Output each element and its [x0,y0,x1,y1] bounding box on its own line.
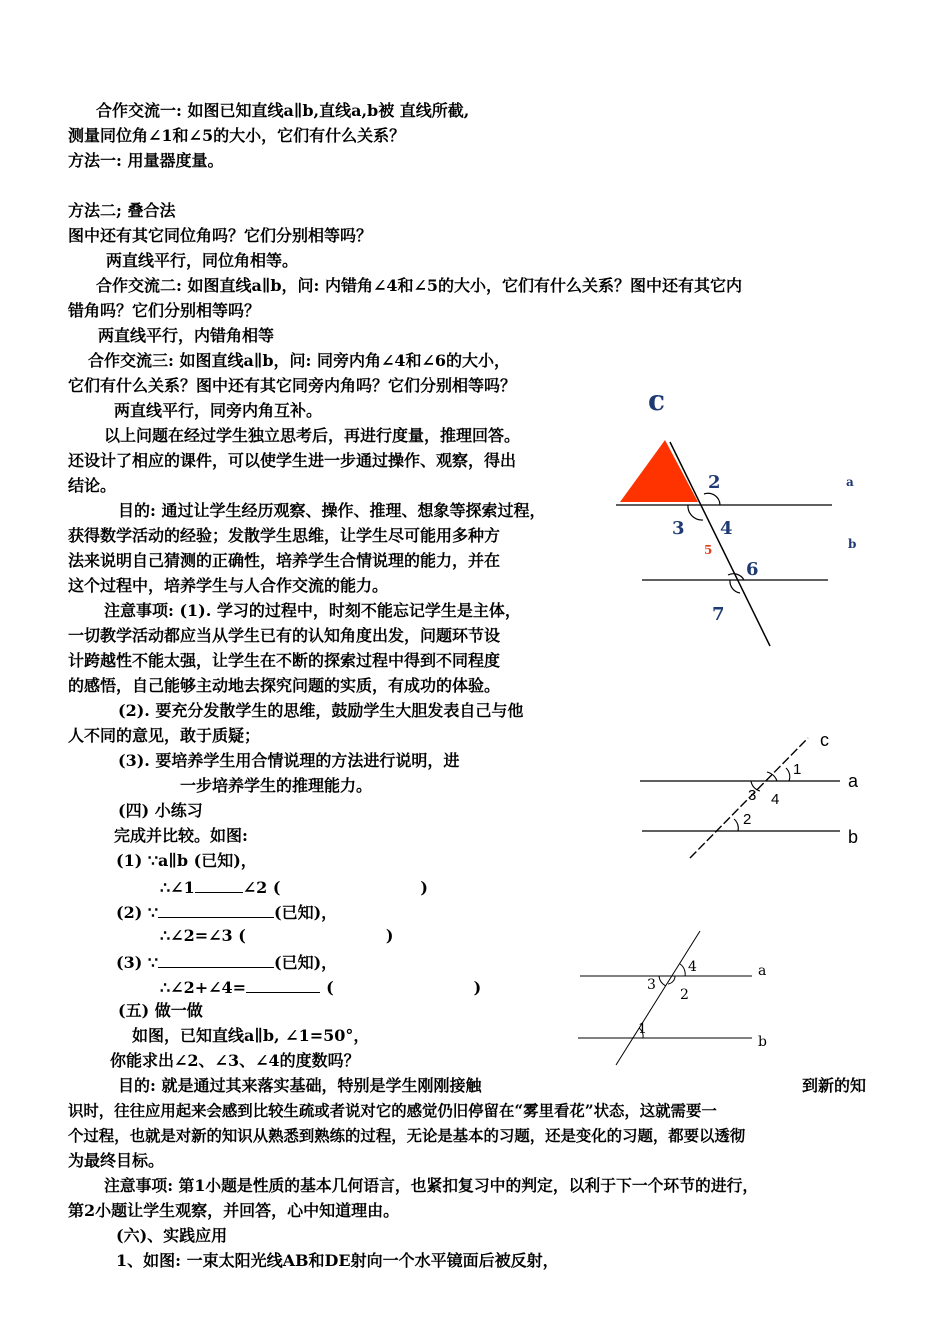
text-line: (六)、实践应用 [116,1226,228,1245]
angle-label-4: 4 [720,518,733,539]
text-line: 完成并比较。如图: [114,826,248,845]
text-fragment: ) [473,978,482,997]
answer-blank[interactable] [246,976,320,993]
angle-label-5: 5 [704,543,713,557]
label-a: a [848,771,859,791]
text-fragment: ∴∠2=∠3 ( [160,926,246,945]
exercise-line [116,901,337,923]
angle-arc [734,819,738,831]
angle-label-1: 1 [638,1021,647,1037]
text-line: 目的: 通过让学生经历观察、操作、推理、想象等探索过程， [118,501,546,520]
text-line: 注意事项: 第1小题是性质的基本几何语言，也紧扣复习中的判定，以利于下一个环节的进行， [104,1176,759,1195]
label-b: b [758,1034,767,1050]
figure-parallel-lines-triangle [600,380,880,670]
text-line: (五) 做一做 [118,1001,203,1020]
text-line: 目的: 就是通过其来落实基础，特别是学生刚刚接触 [118,1076,482,1095]
text-line: 两直线平行，内错角相等 [98,326,275,345]
text-fragment: (已知)， [274,903,338,922]
text-line: 为最终目标。 [68,1151,165,1170]
angle-arc [704,493,720,505]
text-line: 识时，往往应用起来会感到比较生疏或者说对它的感觉仍旧停留在“雾里看花”状态，这就需要一 [68,1102,717,1120]
angle-arc [680,964,685,976]
text-fragment: (2) ∵ [116,903,159,922]
text-line: 测量同位角∠1和∠5的大小，它们有什么关系？ [68,126,406,145]
text-fragment: ∴∠2+∠4= [160,978,247,997]
exercise-line [160,876,428,898]
answer-blank[interactable] [158,901,274,918]
angle-label-2: 2 [680,987,689,1003]
text-line: 到新的知 [802,1076,867,1095]
text-line: 以上问题在经过学生独立思考后，再进行度量，推理回答。 [104,426,521,445]
text-line: 的感悟，自己能够主动地去探究问题的实质，有成功的体验。 [68,676,501,695]
angle-label-3: 3 [748,787,757,804]
text-line: (2). 要充分发散学生的思维，鼓励学生大胆发表自己与他 [118,701,524,720]
text-line: 你能求出∠2、∠3、∠4的度数吗？ [110,1051,360,1070]
angle-label-3: 3 [672,518,685,539]
text-line: 这个过程中，培养学生与人合作交流的能力。 [68,576,389,595]
text-line: (3). 要培养学生用合情说理的方法进行说明，进 [118,751,460,770]
text-line: (1) ∵a∥b (已知)， [116,851,257,870]
angle-label-7: 7 [712,604,725,625]
answer-blank[interactable] [158,951,274,968]
text-line: 人不同的意见，敢于质疑； [68,726,261,745]
text-line: 如图，已知直线a∥b, ∠1=50°， [132,1026,370,1045]
angle-label-4: 4 [771,791,780,808]
text-line: 图中还有其它同位角吗？它们分别相等吗？ [68,226,373,245]
text-fragment: ( [326,978,334,997]
label-c: c [648,384,666,417]
text-line: 两直线平行，同旁内角互补。 [114,401,323,420]
text-line: 错角吗？它们分别相等吗？ [68,301,261,320]
label-a: a [758,963,767,979]
figure-do-it [570,925,790,1065]
label-c: c [820,730,829,750]
text-fragment: ) [420,878,428,897]
angle-arc [786,768,790,781]
text-line: 注意事项: (1). 学习的过程中，时刻不能忘记学生是主体， [104,601,521,620]
text-line: 合作交流三: 如图直线a∥b，问: 同旁内角∠4和∠6的大小， [88,351,511,370]
text-line: 1、如图: 一束太阳光线AB和DE射向一个水平镜面后被反射， [116,1251,559,1270]
text-fragment: (3) ∵ [116,953,159,972]
text-line: 它们有什么关系？图中还有其它同旁内角吗？它们分别相等吗？ [68,376,517,395]
text-line: 一步培养学生的推理能力。 [180,776,373,795]
angle-label-3: 3 [647,977,656,993]
label-a: a [846,475,854,489]
angle-arc [767,772,777,781]
text-line: 一切教学活动都应当从学生已有的认知角度出发，问题环节设 [68,626,501,645]
text-line: 计跨越性不能太强，让学生在不断的探索过程中得到不同程度 [68,651,501,670]
triangle-shape [620,440,698,502]
angle-label-1: 1 [793,761,802,778]
text-line: 合作交流二: 如图直线a∥b，问: 内错角∠4和∠5的大小，它们有什么关系？图中还有其它内 [96,276,743,295]
exercise-line [160,976,481,998]
text-fragment: ∴∠1 [160,878,195,897]
text-line: 方法二; 叠合法 [68,201,176,220]
figure-practice [630,730,870,865]
text-line: 合作交流一: 如图已知直线a∥b,直线a,b被 直线所截, [96,101,470,120]
exercise-line [160,926,393,948]
text-line: 方法一: 用量器度量。 [68,151,224,170]
angle-arc [659,976,666,986]
text-line: 还设计了相应的课件，可以使学生进一步通过操作、观察，得出 [68,451,517,470]
exercise-line [116,951,337,973]
text-fragment: ) [385,926,394,945]
label-b: b [848,537,857,551]
text-line: 两直线平行，同位角相等。 [106,251,299,270]
text-line: 个过程，也就是对新的知识从熟悉到熟练的过程，无论是基本的习题，还是变化的习题，都要以透彻 [68,1127,746,1145]
answer-blank[interactable] [195,876,243,893]
text-line: 法来说明自己猜测的正确性，培养学生合情说理的能力，并在 [68,551,501,570]
angle-label-6: 6 [746,559,759,580]
text-line: (四) 小练习 [118,801,203,820]
text-fragment: ∠2 ( [242,878,281,897]
text-line: 结论。 [68,476,117,495]
angle-arc [688,505,703,520]
text-line: 获得数学活动的经验；发散学生思维，让学生尽可能用多种方 [68,526,501,545]
angle-label-2: 2 [743,811,752,828]
label-b: b [848,827,859,847]
text-fragment: (已知)， [274,953,338,972]
angle-label-4: 4 [688,959,697,975]
angle-label-2: 2 [708,472,721,493]
text-line: 第2小题让学生观察，并回答，心中知道理由。 [68,1201,400,1220]
